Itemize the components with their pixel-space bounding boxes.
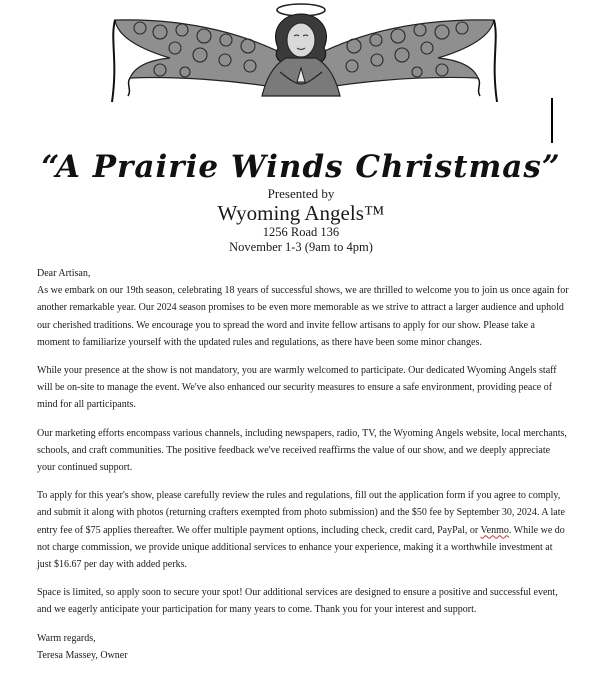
angel-face xyxy=(287,23,315,57)
letter-body xyxy=(37,265,569,664)
title-block xyxy=(0,148,602,255)
venmo-text: Venmo xyxy=(480,524,509,536)
application-text-end: . While we do not charge commission, we provide unique additional services to enhance your experience, making it a worthwhile investment at just $16.67 per day with added perks. xyxy=(37,524,565,571)
event-address: 1256 Road 136 xyxy=(262,225,340,239)
paragraph-marketing: Our marketing efforts encompass various channels, including newspapers, radio, TV, the Wyoming Angels website, local merchants, schools, and craft communities. The positive feedback we've received reaffirms the value of our show, and we deeply appreciate your continued support. xyxy=(37,427,567,474)
organization-name: Wyoming Angels™ xyxy=(217,201,385,225)
presented-by: Presented by xyxy=(267,186,335,201)
signoff xyxy=(37,630,569,664)
signature: Teresa Massey, Owner xyxy=(37,649,128,661)
paragraph-closing: Space is limited, so apply soon to secure your spot! Our additional services are designed to ensure a positive and successful event, and we eagerly anticipate your participation for many years to come. Thank you for your interest and support. xyxy=(37,587,558,616)
application-text-start: To apply for this year's show, please carefully review the rules and regulations, fill out the application form if you agree to comply, and submit it along with photos (returning crafters exempted from photo submission) and the $50 fee by September 30, 2024. A late entry fee of $75 applies thereafter. We offer multiple payment options, including check, credit card, PayPal, or xyxy=(37,490,565,536)
event-title: “A Prairie Winds Christmas” xyxy=(41,149,561,185)
angel-header-illustration xyxy=(0,0,602,110)
closing: Warm regards, xyxy=(37,632,96,644)
right-wing xyxy=(307,20,494,88)
text-cursor xyxy=(551,98,553,143)
paragraph-application xyxy=(37,487,569,573)
event-dates: November 1-3 (9am to 4pm) xyxy=(229,240,373,254)
salutation: Dear Artisan, xyxy=(37,268,91,279)
paragraph-presence: While your presence at the show is not mandatory, you are warmly welcomed to participate. Our dedicated Wyoming Angels staff will be on-site to manage the event. We've also enhanced our security measures to ensure a safe environment, providing peace of mind for all participants. xyxy=(37,365,557,411)
paragraph-intro: As we embark on our 19th season, celebrating 18 years of successful shows, we are thrilled to welcome you to join us once again for another remarkable year. Our 2024 season promises to be even more memorable as we strive to attract a larger audience and uphold our cherished traditions. We encourage you to spread the word and invite fellow artisans to apply for our show. Please take a moment to familiarize yourself with the updated rules and regulations, as there have been some minor changes. xyxy=(37,285,569,348)
